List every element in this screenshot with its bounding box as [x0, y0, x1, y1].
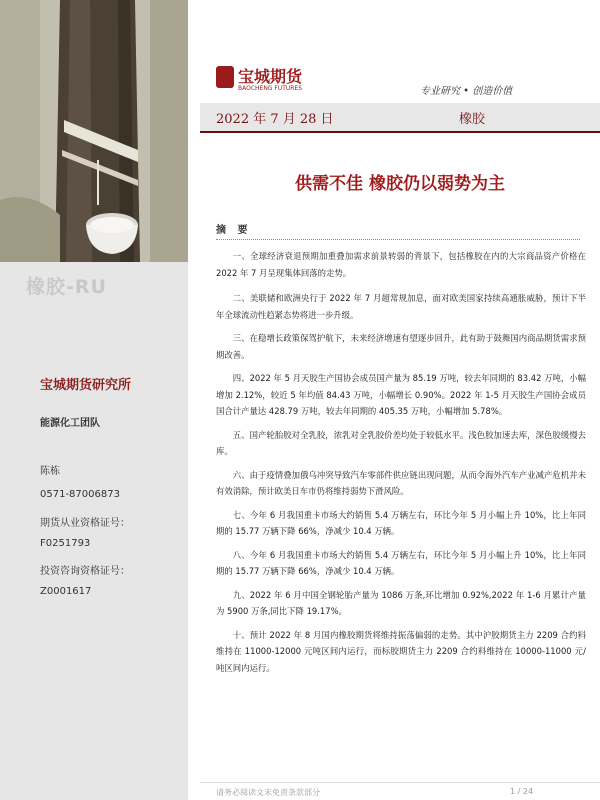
advisory-number: Z0001617: [40, 586, 92, 597]
abstract-paragraph: 八、今年 6 月我国重卡市场大约销售 5.4 万辆左右，环比今年 5 月小幅上升 10%，比上年同期的 15.77 万辆下降 66%，净减少 10.4 万辆。: [216, 549, 586, 576]
abstract-paragraph: 七、今年 6 月我国重卡市场大约销售 5.4 万辆左右，环比今年 5 月小幅上升 10%，比上年同期的 15.77 万辆下降 66%，净减少 10.4 万辆。: [216, 509, 586, 536]
abstract-paragraph: 一、全球经济衰退预期加重叠加需求前景转弱的背景下，包括橡胶在内的大宗商品资产价格在 2022 年 7 月呈现集体回落的走势。: [216, 251, 586, 278]
logo-mark-icon: [216, 66, 234, 88]
abstract-paragraph: 二、美联储和欧洲央行于 2022 年 7 月超常规加息，面对欧美国家持续高通胀威胁，预计下半年全球流动性趋紧态势将进一步升级。: [216, 293, 586, 320]
logo-chinese-name: 宝城期货: [238, 67, 303, 86]
report-title: 供需不佳 橡胶仍以弱势为主: [295, 174, 505, 194]
rubber-tree-photo: [0, 0, 188, 262]
rubber-tapping-image: [0, 0, 188, 262]
abstract-paragraph: 十、预计 2022 年 8 月国内橡胶期货将维持振荡偏弱的走势。其中沪胶期货主力 2209 合约料维持在 11000-12000 元吨区间内运行，而标胶期货主力 2209 合约料维持在 10000-11000 元/吨区间内运行。: [216, 629, 586, 673]
abstract-paragraph: 三、在稳增长政策保驾护航下，未来经济增速有望逐步回升，此有助于鼓舞国内商品期货需求预期改善。: [216, 333, 586, 360]
abstract-body: [216, 248, 586, 683]
sidebar: [0, 0, 188, 800]
qualification-number: F0251793: [40, 538, 91, 549]
company-slogan: 专业研究 • 创造价值: [420, 86, 513, 97]
abstract-paragraph: 四、2022 年 5 月天胶生产国协会成员国产量为 85.19 万吨，较去年同期的 83.42 万吨，小幅增加 2.12%，较近 5 年均值 84.43 万吨，小幅增长 0.90%。2022 年 1-5 月天胶生产国协会成员国合计产量达 428.79 万吨，较去年同期的 405.35 万吨，小幅增加 5.78%。: [216, 373, 586, 416]
report-date: 2022 年 7 月 28 日: [216, 112, 334, 127]
logo-english-name: BAOCHENG FUTURES: [238, 85, 303, 92]
report-category: 橡胶: [459, 112, 486, 127]
analyst-name: 陈栋: [40, 466, 60, 477]
qualification-label: 期货从业资格证号：: [40, 518, 130, 529]
abstract-heading: 摘 要: [216, 225, 252, 236]
advisory-label: 投资咨询资格证号：: [40, 566, 130, 577]
product-code-label: 橡胶-RU: [26, 276, 107, 298]
abstract-paragraph: 五、国产轮胎胶对全乳胶，浓乳对全乳胶价差均处于较低水平。浅色胶加速去库，深色胶缓慢去库。: [216, 429, 586, 456]
footer-divider: [200, 782, 600, 783]
team-name: 能源化工团队: [40, 418, 100, 429]
institute-name: 宝城期货研究所: [40, 378, 132, 393]
disclaimer-note: 请务必阅读文末免责条款部分: [216, 788, 320, 797]
analyst-phone: 0571-87006873: [40, 489, 120, 500]
abstract-paragraph: 九、2022 年 6 月中国全钢轮胎产量为 1086 万条,环比增加 0.92%,2022 年 1-6 月累计产量为 5900 万条,同比下降 19.17%。: [216, 589, 586, 616]
page-number: 1 / 24: [510, 787, 534, 796]
abstract-divider: [216, 239, 580, 240]
report-info-bar: [200, 103, 600, 133]
abstract-paragraph: 六、由于疫情叠加俄乌冲突导致汽车零部件供应链出现问题，从而令海外汽车产业减产危机并未有效消除，预计欧美日车市仍将维持弱势下滑风险。: [216, 469, 586, 496]
